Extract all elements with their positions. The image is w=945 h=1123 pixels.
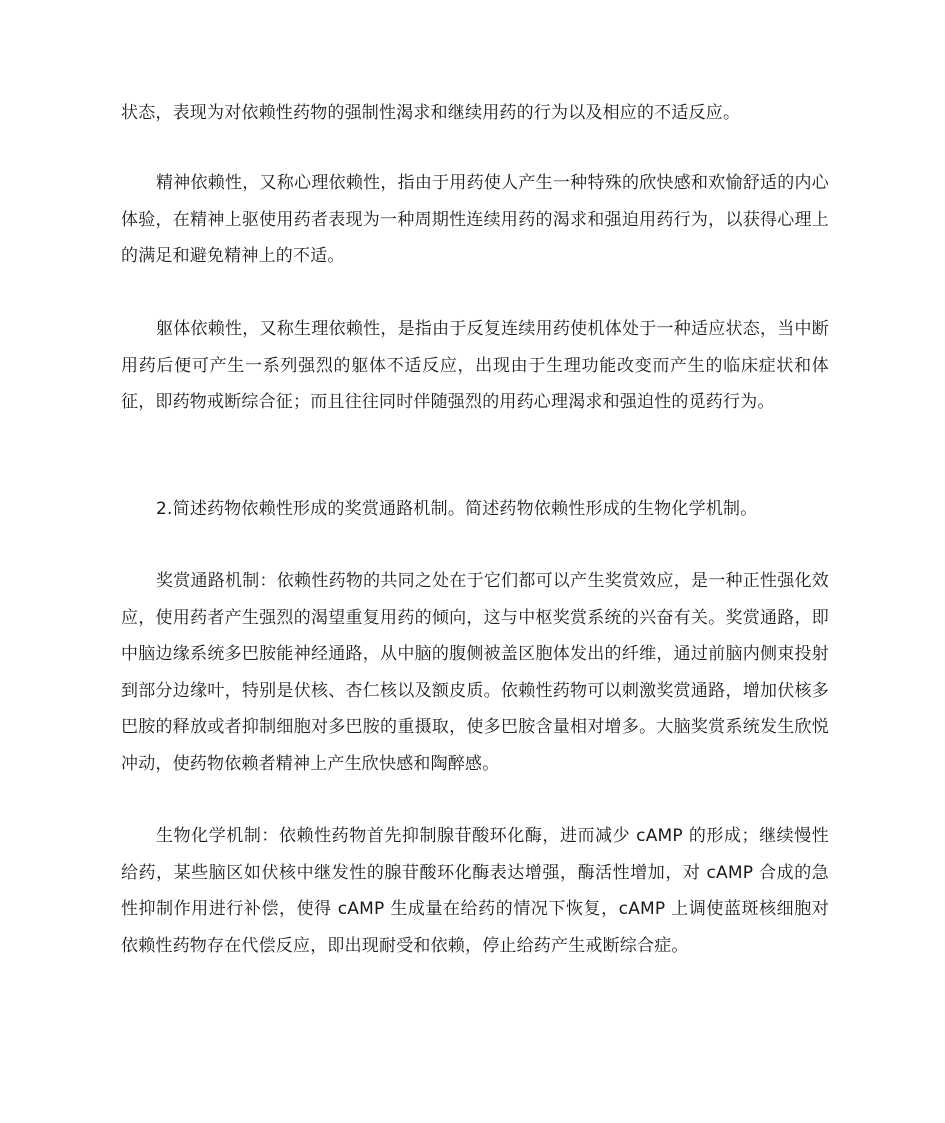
question-heading: 2.简述药物依赖性形成的奖赏通路机制。简述药物依赖性形成的生物化学机制。 (156, 499, 758, 519)
paragraph-psychological-dependence: 精神依赖性，又称心理依赖性，指由于用药使人产生一种特殊的欣快感和欢愉舒适的内心体验，在精神上驱使用药者表现为一种周期性连续用药的渴求和强迫用药行为，以获得心理上的满足和避免精神上的不适。 (121, 173, 829, 267)
paragraph-continuation: 状态，表现为对依赖性药物的强制性渴求和继续用药的行为以及相应的不适反应。 (121, 103, 741, 123)
paragraph-reward-pathway: 奖赏通路机制：依赖性药物的共同之处在于它们都可以产生奖赏效应，是一种正性强化效应，使用药者产生强烈的渴望重复用药的倾向，这与中枢奖赏系统的兴奋有关。奖赏通路，即中脑边缘系统多巴胺能神经通路，从中脑的腹侧被盖区胞体发出的纤维，通过前脑内侧束投射到部分边缘叶，特别是伏核、杏仁核以及额皮质。依赖性药物可以刺激奖赏通路，增加伏核多巴胺的释放或者抑制细胞对多巴胺的重摄取，使多巴胺含量相对增多。大脑奖赏系统发生欣悦冲动，使药物依赖者精神上产生欣快感和陶醉感。 (121, 571, 829, 774)
paragraph-biochemical-mechanism: 生物化学机制：依赖性药物首先抑制腺苷酸环化酶，进而减少 cAMP 的形成；继续慢性给药，某些脑区如伏核中继发性的腺苷酸环化酶表达增强，酶活性增加，对 cAMP 合成的急性抑制作用进行补偿，使得 cAMP 生成量在给药的情况下恢复，cAMP 上调使蓝斑核细胞对依赖性药物存在代偿反应，即出现耐受和依赖，停止给药产生戒断综合症。 (121, 826, 829, 956)
paragraph-physical-dependence: 躯体依赖性，又称生理依赖性，是指由于反复连续用药使机体处于一种适应状态，当中断用药后便可产生一系列强烈的躯体不适反应，出现由于生理功能改变而产生的临床症状和体征，即药物戒断综合征；而且往往同时伴随强烈的用药心理渴求和强迫性的觅药行为。 (121, 319, 829, 413)
